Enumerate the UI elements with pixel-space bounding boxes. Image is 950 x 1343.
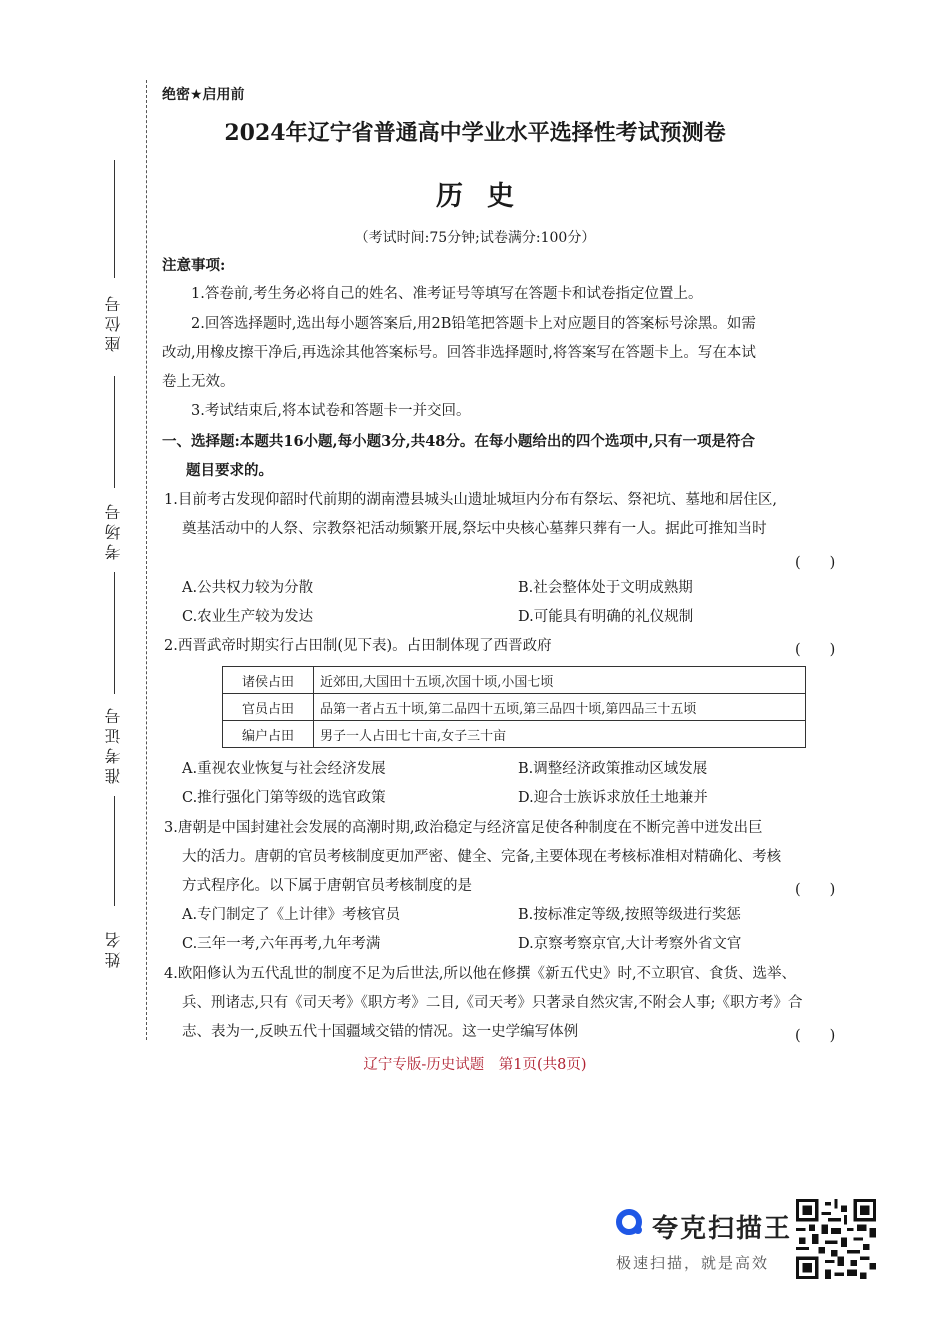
table-cell: 男子一人占田七十亩,女子三十亩 <box>314 721 806 748</box>
scanner-slogan: 极速扫描，就是高效 <box>616 1254 770 1272</box>
section-heading-line-1: 一、选择题:本题共16小题,每小题3分,共48分。在每小题给出的四个选项中,只有一项是符合 <box>162 433 755 450</box>
qr-code-icon <box>796 1199 876 1279</box>
secret-mark: 绝密★启用前 <box>162 87 245 103</box>
ticket-rule <box>114 572 115 694</box>
note-2-line-2: 改动,用橡皮擦干净后,再选涂其他答案标号。回答非选择题时,将答案写在答题卡上。写在本试 <box>162 345 756 361</box>
seat-label: 座位号 <box>104 292 123 352</box>
q2-answer-blank: ( ) <box>795 642 836 658</box>
q3-answer-blank: ( ) <box>795 882 836 898</box>
q4-stem-line-1: 4.欧阳修认为五代乱世的制度不足为后世法,所以他在修撰《新五代史》时,不立职官、食货、选举、 <box>164 966 797 982</box>
scanner-logo-dot <box>634 1226 642 1234</box>
q1-stem-line-2: 奠基活动中的人祭、宗教祭祀活动频繁开展,祭坛中央核心墓葬只葬有一人。据此可推知当时 <box>182 521 767 537</box>
q3-option-d: D.京察考察京官,大计考察外省文官 <box>518 936 742 952</box>
name-label: 姓名 <box>104 928 123 968</box>
table-cell: 品第一者占五十顷,第二品四十五顷,第三品四十顷,第四品三十五顷 <box>314 694 806 721</box>
q4-answer-blank: ( ) <box>795 1028 836 1044</box>
note-2-line-3: 卷上无效。 <box>162 374 235 390</box>
exam-meta: （考试时间:75分钟;试卷满分:100分） <box>354 230 596 246</box>
subject-title: 历史 <box>436 181 538 212</box>
q1-option-b: B.社会整体处于文明成熟期 <box>518 580 693 596</box>
q3-option-a: A.专门制定了《上计律》考核官员 <box>182 907 401 923</box>
q2-option-c: C.推行强化门第等级的选官政策 <box>182 790 386 806</box>
exam-title: 2024年辽宁省普通高中学业水平选择性考试预测卷 <box>224 120 726 146</box>
note-3: 3.考试结束后,将本试卷和答题卡一并交回。 <box>191 403 471 419</box>
table-cell: 官员占田 <box>223 694 314 721</box>
ticket-label: 准考证号 <box>104 704 123 784</box>
table-row <box>223 694 806 721</box>
q1-option-c: C.农业生产较为发达 <box>182 609 314 625</box>
room-label: 考场号 <box>104 500 123 560</box>
q1-option-d: D.可能具有明确的礼仪规制 <box>518 609 694 625</box>
table-row <box>223 667 806 694</box>
table-cell: 诸侯占田 <box>223 667 314 694</box>
table-cell: 近郊田,大国田十五顷,次国十顷,小国七顷 <box>314 667 806 694</box>
q4-stem-line-3: 志、表为一,反映五代十国疆域交错的情况。这一史学编写体例 <box>182 1024 579 1040</box>
name-rule <box>114 796 115 906</box>
note-2-line-1: 2.回答选择题时,选出每小题答案后,用2B铅笔把答题卡上对应题目的答案标号涂黑。如需 <box>191 316 756 332</box>
page-footer: 辽宁专版-历史试题 第1页(共8页) <box>363 1057 587 1073</box>
table-cell: 编户占田 <box>223 721 314 748</box>
q2-stem: 2.西晋武帝时期实行占田制(见下表)。占田制体现了西晋政府 <box>164 638 552 654</box>
note-1: 1.答卷前,考生务必将自己的姓名、准考证号等填写在答题卡和试卷指定位置上。 <box>191 286 703 302</box>
q2-option-a: A.重视农业恢复与社会经济发展 <box>182 761 386 777</box>
q1-stem-line-1: 1.目前考古发现仰韶时代前期的湖南澧县城头山遗址城垣内分布有祭坛、祭祀坑、墓地和居住区, <box>164 492 777 508</box>
binding-line <box>146 80 147 1040</box>
q3-option-b: B.按标准定等级,按照等级进行奖惩 <box>518 907 741 923</box>
room-rule <box>114 376 115 488</box>
table-row <box>223 721 806 748</box>
scanner-brand: 夸克扫描王 <box>652 1214 793 1244</box>
q4-stem-line-2: 兵、刑诸志,只有《司天考》《职方考》二目,《司天考》只著录自然灾害,不附会人事;《职方考》合 <box>182 995 803 1011</box>
q3-stem-line-3: 方式程序化。以下属于唐朝官员考核制度的是 <box>182 878 472 894</box>
q3-stem-line-1: 3.唐朝是中国封建社会发展的高潮时期,政治稳定与经济富足使各种制度在不断完善中迸发出巨 <box>164 820 763 836</box>
q1-option-a: A.公共权力较为分散 <box>182 580 314 596</box>
section-heading-line-2: 题目要求的。 <box>186 462 273 479</box>
notes-heading: 注意事项: <box>162 257 226 274</box>
q3-option-c: C.三年一考,六年再考,九年考满 <box>182 936 381 952</box>
q2-option-d: D.迎合士族诉求放任土地兼并 <box>518 790 708 806</box>
q2-option-b: B.调整经济政策推动区域发展 <box>518 761 708 777</box>
q3-stem-line-2: 大的活力。唐朝的官员考核制度更加严密、健全、完备,主要体现在考核标准相对精确化、考核 <box>182 849 782 865</box>
land-table <box>222 666 806 748</box>
q1-answer-blank: ( ) <box>795 555 836 571</box>
